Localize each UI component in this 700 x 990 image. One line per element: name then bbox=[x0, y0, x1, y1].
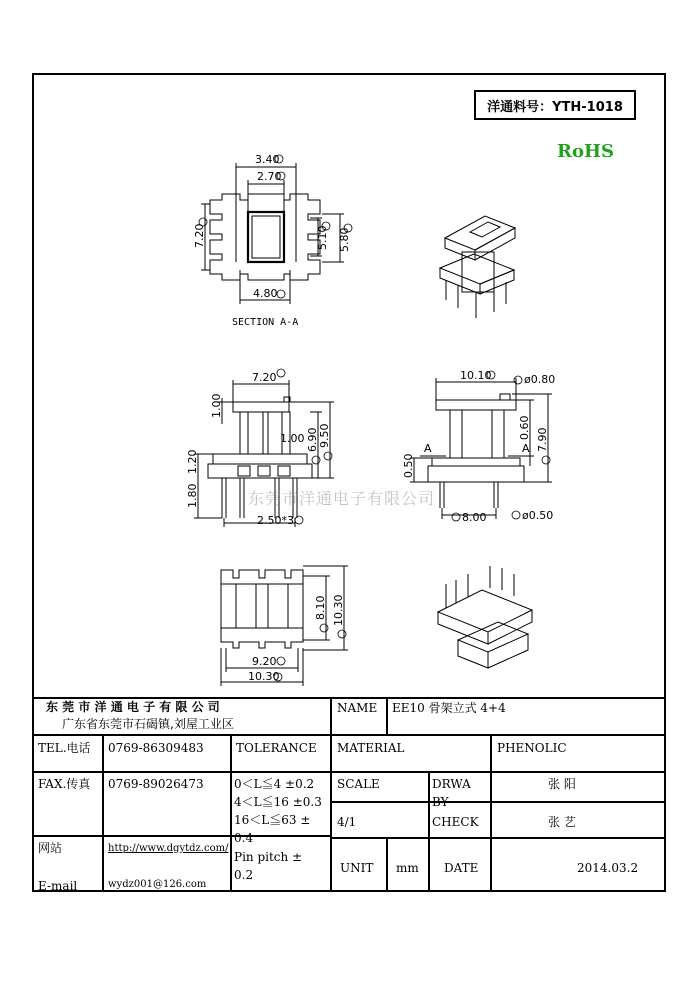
tolerance-line-2: 4＜L≦16 ±0.3 bbox=[234, 795, 322, 809]
tolerance-line-1: 0＜L≦4 ±0.2 bbox=[234, 777, 315, 791]
unit-value: mm bbox=[396, 861, 419, 875]
dim-1-00-core: 1.00 bbox=[280, 432, 305, 445]
dim-9-20: 9.20 bbox=[252, 655, 277, 668]
dim-8-10: 8.10 bbox=[314, 595, 327, 620]
material-label: MATERIAL bbox=[337, 741, 405, 755]
isometric-view-top bbox=[440, 216, 515, 318]
dim-1-20: 1.20 bbox=[186, 449, 199, 474]
dim-9-50: 9.50 bbox=[318, 423, 331, 448]
tolerance-line-4a: Pin pitch ± bbox=[234, 850, 303, 864]
tolerance-label: TOLERANCE bbox=[236, 741, 317, 755]
dim-5-10: 5.10 bbox=[316, 225, 329, 250]
part-number: 洋通料号：YTH-1018 bbox=[487, 99, 623, 115]
dim-2-70: 2.70 bbox=[257, 170, 282, 183]
company-name: 东 莞 市 洋 通 电 子 有 限 公 司 bbox=[46, 700, 220, 714]
dim-7-90: 7.90 bbox=[536, 427, 549, 452]
tolerance-line-4b: 0.2 bbox=[234, 868, 254, 882]
date-value: 2014.03.2 bbox=[577, 861, 639, 875]
tel-label: TEL.电话 bbox=[38, 741, 91, 755]
dim-5-80: 5.80 bbox=[338, 227, 351, 252]
dim-10-10: 10.10 bbox=[460, 369, 492, 382]
check-label: CHECK bbox=[432, 815, 479, 829]
isometric-view-bottom bbox=[438, 566, 532, 668]
dim-pitch: 2.50*3 bbox=[257, 514, 294, 527]
dim-10-30-h: 10.30 bbox=[248, 670, 280, 683]
check-value: 张 艺 bbox=[548, 815, 576, 829]
email-value: wydz001@126.com bbox=[108, 879, 207, 890]
scale-label: SCALE bbox=[337, 777, 380, 791]
tolerance-line-3a: 16＜L≦63 ± bbox=[234, 813, 311, 827]
draw-value: 张 阳 bbox=[548, 777, 576, 791]
dim-3-40: 3.40 bbox=[255, 153, 280, 166]
draw-label-1: DRWA bbox=[432, 777, 471, 791]
bottom-view bbox=[221, 566, 348, 686]
date-label: DATE bbox=[444, 861, 479, 875]
rohs-mark: RoHS bbox=[557, 141, 614, 162]
web-label: 网站 bbox=[38, 841, 63, 855]
dim-pin-dia-top: ø0.80 bbox=[524, 373, 556, 386]
fax-label: FAX.传真 bbox=[38, 777, 91, 791]
dim-1-80: 1.80 bbox=[186, 483, 199, 508]
draw-label-2: BY bbox=[432, 795, 449, 809]
dim-0-60: 0.60 bbox=[518, 415, 531, 440]
tolerance-line-3b: 0.4 bbox=[234, 831, 254, 845]
section-mark-right: A bbox=[522, 442, 530, 455]
material-value: PHENOLIC bbox=[497, 741, 567, 755]
email-label: E-mail bbox=[38, 879, 78, 893]
dim-4-80: 4.80 bbox=[253, 287, 278, 300]
section-mark-left: A bbox=[424, 442, 432, 455]
website-link[interactable]: http://www.dgytdz.com/ bbox=[108, 843, 229, 854]
watermark: 东莞市洋通电子有限公司 bbox=[248, 489, 436, 508]
company-address: 广东省东莞市石碣镇,刘屋工业区 bbox=[62, 717, 234, 731]
dim-10-30-v: 10.30 bbox=[332, 594, 345, 626]
dim-7-20-top: 7.20 bbox=[193, 223, 206, 248]
dim-8-00: 8.00 bbox=[462, 511, 487, 524]
dim-1-00-flange: 1.00 bbox=[210, 393, 223, 418]
name-value: EE10 骨架立式 4+4 bbox=[392, 701, 506, 715]
unit-label: UNIT bbox=[340, 861, 374, 875]
fax-value: 0769-89026473 bbox=[108, 777, 204, 791]
tel-value: 0769-86309483 bbox=[108, 741, 204, 755]
dim-6-90: 6.90 bbox=[306, 427, 319, 452]
name-label: NAME bbox=[337, 701, 378, 715]
dim-7-20-front: 7.20 bbox=[252, 371, 277, 384]
section-label: SECTION A-A bbox=[232, 317, 299, 328]
dim-0-50: 0.50 bbox=[402, 453, 415, 478]
dim-pin-dia-bottom: ø0.50 bbox=[522, 509, 554, 522]
scale-value: 4/1 bbox=[337, 815, 357, 829]
